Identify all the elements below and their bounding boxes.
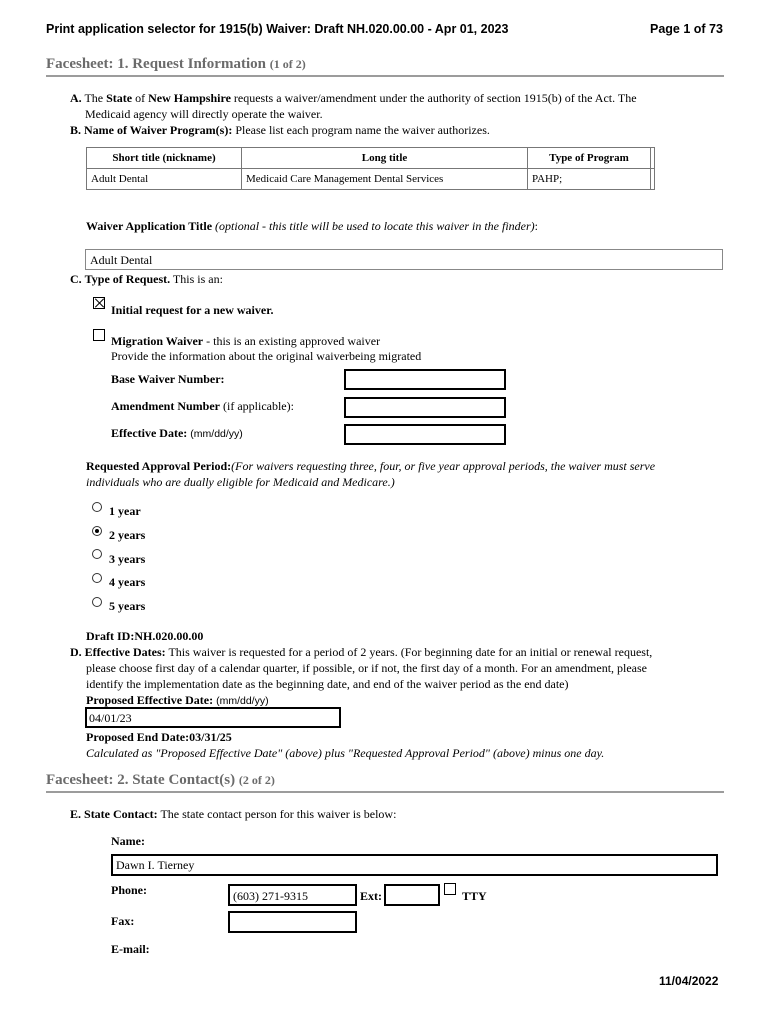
item-e-desc: The state contact person for this waiver is below:: [160, 807, 397, 821]
radio-1-year-label: 1 year: [109, 504, 141, 518]
item-d-heading: Effective Dates:: [84, 645, 166, 659]
tty-checkbox[interactable]: [444, 883, 456, 895]
draft-id: Draft ID:NH.020.00.00: [86, 629, 204, 643]
app-title-hint: (optional - this title will be used to locate this waiver in the finder): [215, 219, 535, 233]
item-a-word-state: State: [106, 91, 133, 105]
item-b-heading: Name of Waiver Program(s):: [84, 123, 233, 137]
item-a-word-of: of: [135, 91, 146, 105]
migration-waiver-label: [111, 333, 380, 349]
app-title-colon: :: [534, 219, 539, 233]
item-b-label: B.: [70, 123, 82, 137]
base-waiver-input[interactable]: [344, 369, 506, 390]
migration-waiver-checkbox[interactable]: [93, 329, 105, 341]
item-c-label: C.: [70, 272, 82, 286]
item-a-word-the: The: [84, 91, 104, 105]
effective-date-input[interactable]: [344, 424, 506, 445]
cell-short-title: Adult Dental: [87, 169, 242, 190]
ext-label: Ext:: [360, 889, 382, 903]
item-c-heading: Type of Request.: [84, 272, 171, 286]
radio-4-years-label: 4 years: [109, 575, 146, 589]
calculation-note: Calculated as "Proposed Effective Date" (above) plus "Requested Approval Period" (above) minus one day.: [86, 746, 605, 760]
radio-4-years[interactable]: [92, 573, 102, 583]
footer-date: 11/04/2022: [659, 974, 719, 988]
col-type: Type of Program: [528, 148, 651, 169]
programs-header-row: [87, 148, 655, 169]
migration-desc: - this is an existing approved waiver: [206, 334, 381, 348]
effective-date-hint: (mm/dd/yy): [190, 428, 243, 440]
ext-input[interactable]: [384, 884, 440, 906]
section-1-title: Facesheet: 1. Request Information: [46, 56, 266, 72]
contact-name-input[interactable]: Dawn I. Tierney: [111, 854, 718, 876]
item-a-line2: Medicaid agency will directly operate the waiver.: [85, 107, 323, 121]
initial-request-checkbox[interactable]: [93, 297, 105, 309]
effective-date-label: Effective Date:: [111, 426, 188, 440]
section-1-heading: [46, 56, 306, 73]
section-2-title: Facesheet: 2. State Contact(s): [46, 772, 236, 788]
migration-title: Migration Waiver: [111, 334, 204, 348]
base-waiver-label: Base Waiver Number:: [111, 372, 225, 386]
section-2-page: (2 of 2): [238, 773, 275, 787]
cell-long-title: Medicaid Care Management Dental Services: [242, 169, 528, 190]
name-label: Name:: [111, 834, 145, 848]
radio-3-years[interactable]: [92, 549, 102, 559]
item-c-text: [70, 271, 223, 287]
tty-label: TTY: [462, 889, 487, 903]
amendment-label-line: [111, 398, 294, 414]
item-a-label: A.: [70, 91, 82, 105]
scrollbar-cell: [651, 169, 655, 190]
app-title-label: Waiver Application Title: [86, 219, 213, 233]
cell-type: PAHP;: [528, 169, 651, 190]
item-d-text-3: identify the implementation date as the beginning date, and end of the waiver period as the end date): [86, 677, 569, 691]
initial-request-label: Initial request for a new waiver.: [111, 303, 274, 317]
scrollbar-cell: [651, 148, 655, 169]
proposed-end-label: Proposed End Date:: [86, 730, 190, 744]
approval-period-text: [86, 458, 716, 474]
item-d-text-1: This waiver is requested for a period of 2 years. (For beginning date for an initial or renewal request,: [168, 645, 653, 659]
radio-2-years-label: 2 years: [109, 528, 146, 542]
proposed-effective-hint: (mm/dd/yy): [216, 695, 269, 707]
col-short-title: Short title (nickname): [87, 148, 242, 169]
page-number: Page 1 of 73: [650, 22, 723, 36]
item-e-heading: State Contact:: [84, 807, 158, 821]
item-b-desc: Please list each program name the waiver authorizes.: [235, 123, 490, 137]
approval-label: Requested Approval Period:: [86, 459, 232, 473]
proposed-effective-label: Proposed Effective Date:: [86, 693, 214, 707]
phone-label: Phone:: [111, 883, 147, 897]
item-d-label: D.: [70, 645, 82, 659]
fax-label: Fax:: [111, 914, 135, 928]
state-name: New Hampshire: [148, 91, 231, 105]
section-1-divider: [46, 75, 724, 77]
item-e-label: E.: [70, 807, 82, 821]
approval-note-2: individuals who are dually eligible for Medicaid and Medicare.): [86, 475, 395, 489]
fax-input[interactable]: [228, 911, 357, 933]
app-title-input[interactable]: Adult Dental: [85, 249, 723, 270]
radio-2-years[interactable]: [92, 526, 102, 536]
radio-1-year[interactable]: [92, 502, 102, 512]
effective-date-label-line: [111, 425, 243, 442]
item-a-rest: requests a waiver/amendment under the authority of section 1915(b) of the Act. The: [233, 91, 637, 105]
amendment-hint: (if applicable):: [223, 399, 294, 413]
email-label: E-mail:: [111, 942, 150, 956]
section-1-page: (1 of 2): [269, 57, 306, 71]
proposed-end-date: [86, 729, 232, 745]
programs-table: [86, 147, 655, 190]
migration-line2: Provide the information about the original waiverbeing migrated: [111, 349, 422, 363]
radio-5-years-label: 5 years: [109, 599, 146, 613]
item-e-text: [70, 806, 396, 822]
item-a-text: [70, 90, 710, 106]
item-b-text: [70, 122, 490, 138]
amendment-input[interactable]: [344, 397, 506, 418]
section-2-divider: [46, 791, 724, 793]
section-2-heading: [46, 772, 275, 789]
amendment-label: Amendment Number: [111, 399, 220, 413]
approval-note-1: (For waivers requesting three, four, or five year approval periods, the waiver must serve: [231, 459, 656, 473]
item-d-line1: [70, 644, 730, 660]
item-c-desc: This is an:: [172, 272, 223, 286]
document-header-title: Print application selector for 1915(b) Waiver: Draft NH.020.00.00 - Apr 01, 2023: [46, 22, 509, 36]
radio-5-years[interactable]: [92, 597, 102, 607]
table-row[interactable]: [87, 169, 655, 190]
proposed-effective-input[interactable]: 04/01/23: [85, 707, 341, 728]
proposed-end-value: 03/31/25: [189, 730, 232, 744]
app-title-label-line: [86, 218, 538, 234]
radio-3-years-label: 3 years: [109, 552, 146, 566]
col-long-title: Long title: [242, 148, 528, 169]
item-d-text-2: please choose first day of a calendar quarter, if possible, or if not, the first day of a month. For an amendment, please: [86, 661, 648, 675]
phone-input[interactable]: (603) 271-9315: [228, 884, 357, 906]
